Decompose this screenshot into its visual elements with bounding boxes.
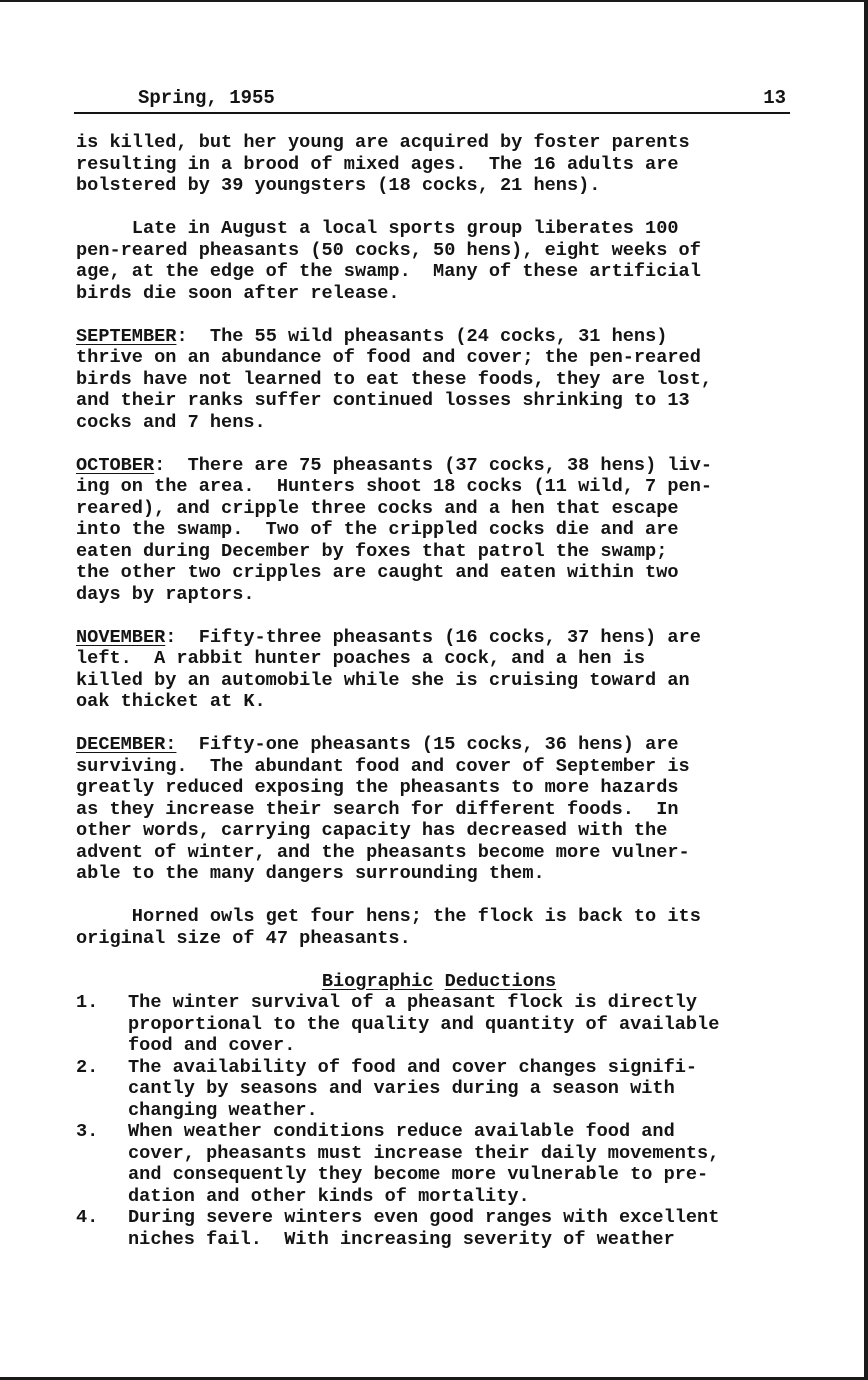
text-line: reared), and cripple three cocks and a hen that escape [76,497,679,519]
list-item [76,1057,806,1122]
text-line: and consequently they become more vulnerable to pre- [128,1164,709,1185]
section-heading [76,971,806,993]
heading-word: Deductions [444,970,557,992]
text-line: as they increase their search for different foods. In [76,798,679,820]
page-top-border [0,0,868,2]
text-line: eaten during December by foxes that patrol the swamp; [76,540,668,562]
running-header [74,86,790,114]
text-line: The availability of food and cover changes signifi- [128,1056,698,1078]
heading-word: Biographic [321,970,434,992]
paragraph-november [76,627,806,713]
text-line: age, at the edge of the swamp. Many of these artificial [76,261,701,282]
text-line: left. A rabbit hunter poaches a cock, and a hen is [76,648,646,669]
text-line [76,734,806,756]
text-line: killed by an automobile while she is cruising toward an [76,669,690,691]
text-line: and their ranks suffer continued losses shrinking to 13 [76,390,690,411]
page-right-border [864,0,868,1380]
text-line [76,627,806,649]
text-line: birds have not learned to eat these foods, they are lost, [76,368,713,390]
text-fragment: : There are 75 pheasants (37 cocks, 38 hens) liv- [154,454,713,476]
list-item [76,992,806,1057]
text-line: niches fail. With increasing severity of weather [128,1228,675,1250]
text-line [76,326,806,348]
month-label-october: OCTOBER [76,454,155,476]
paragraph-december [76,734,806,885]
text-line: Horned owls get four hens; the flock is back to its [76,906,701,927]
text-fragment: Fifty-one pheasants (15 cocks, 36 hens) are [176,734,679,755]
text-line: The winter survival of a pheasant flock is directly [128,992,698,1013]
text-line: resulting in a brood of mixed ages. The 16 adults are [76,153,679,175]
text-line: greatly reduced exposing the pheasants to more hazards [76,777,679,798]
item-number: 1. [76,992,99,1013]
text-line: advent of winter, and the pheasants become more vulner- [76,841,690,863]
text-line: food and cover. [128,1035,296,1056]
text-line: Late in August a local sports group liberates 100 [76,218,679,239]
text-line: changing weather. [128,1099,318,1121]
text-line: birds die soon after release. [76,282,400,304]
text-line: into the swamp. Two of the crippled cocks die and are [76,519,679,540]
item-number: 2. [76,1056,99,1078]
month-label-december: DECEMBER: [76,734,177,755]
deductions-list [76,992,806,1250]
text-fragment: : The 55 wild pheasants (24 cocks, 31 hens) [176,325,668,347]
text-line: When weather conditions reduce available food and [128,1121,675,1142]
item-number: 3. [76,1121,99,1142]
month-label-september: SEPTEMBER [76,325,177,347]
header-title: Spring, 1955 [138,87,275,109]
paragraph-horned-owls [76,906,806,949]
paragraph-october [76,455,806,606]
list-item [76,1207,806,1250]
text-line [76,455,806,477]
text-line: dation and other kinds of mortality. [128,1185,530,1207]
text-line: thrive on an abundance of food and cover; the pen-reared [76,347,701,368]
item-number: 4. [76,1207,99,1228]
text-line: During severe winters even good ranges with excellent [128,1207,720,1228]
text-line: ing on the area. Hunters shoot 18 cocks (11 wild, 7 pen- [76,476,713,497]
text-line: proportional to the quality and quantity of available [128,1013,720,1035]
text-line: bolstered by 39 youngsters (18 cocks, 21 hens). [76,175,601,196]
page-body [76,132,806,1250]
text-line: oak thicket at K. [76,691,266,712]
text-fragment: : Fifty-three pheasants (16 cocks, 37 hens) are [165,626,701,648]
paragraph-september [76,326,806,434]
paragraph-august [76,218,806,304]
text-line: pen-reared pheasants (50 cocks, 50 hens), eight weeks of [76,239,701,261]
page-number: 13 [763,87,786,109]
text-line: original size of 47 pheasants. [76,927,411,949]
text-line: cocks and 7 hens. [76,411,266,433]
paragraph-continuation [76,132,806,197]
text-line: able to the many dangers surrounding them. [76,863,545,884]
text-line: days by raptors. [76,583,255,605]
text-line: the other two cripples are caught and eaten within two [76,562,679,583]
text-line: cantly by seasons and varies during a season with [128,1078,675,1099]
text-line: other words, carrying capacity has decreased with the [76,820,668,841]
list-item [76,1121,806,1207]
text-line: cover, pheasants must increase their daily movements, [128,1142,720,1164]
text-line: is killed, but her young are acquired by foster parents [76,132,690,153]
month-label-november: NOVEMBER [76,626,166,648]
text-line: surviving. The abundant food and cover of September is [76,755,690,777]
